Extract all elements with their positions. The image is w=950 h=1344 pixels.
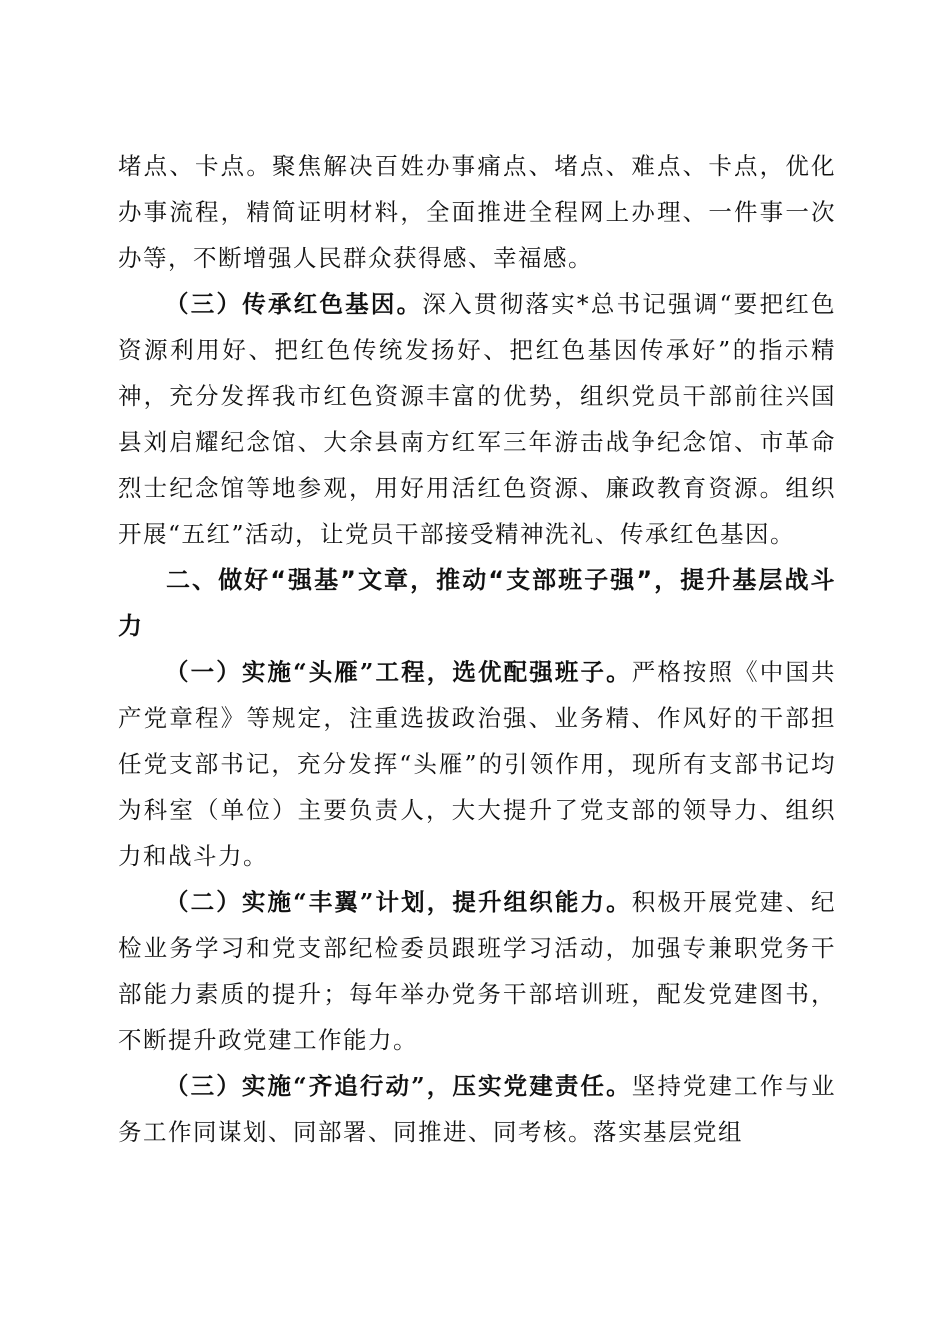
paragraph-text: 深入贯彻落实*总书记强调“要把红色资源利用好、把红色传统发扬好、把红色基因传承好”的指示精神，充分发挥我市红色资源丰富的优势，组织党员干部前往兴国县刘启耀纪念馆、大余县南方红军三年游击战争纪念馆、市革命烈士纪念馆等地参观，用好用活红色资源、廉政教育资源。组织开展“五红”活动，让党员干部接受精神洗礼、传承红色基因。 [118,290,837,548]
paragraph-lead: （一）实施“头雁”工程，选优配强班子。 [165,658,632,686]
paragraph-red-gene [118,281,836,557]
paragraph-text: 积极开展党建、纪检业务学习和党支部纪检委员跟班学习活动，加强专兼职党务干部能力素质的提升；每年举办党务干部培训班，配发党建图书，不断提升政党建工作能力。 [118,888,836,1054]
paragraph-wing-plan [118,879,836,1063]
section-heading: 二、做好“强基”文章，推动“支部班子强”，提升基层战斗力 [118,566,836,640]
paragraph-lead: （三）传承红色基因。 [165,290,423,318]
document-body [118,143,836,1155]
paragraph-head-goose [118,649,836,879]
paragraph-continuation [118,143,836,281]
paragraph-text: 严格按照《中国共产党章程》等规定，注重选拔政治强、业务精、作风好的干部担任党支部书记，充分发挥“头雁”的引领作用，现所有支部书记均为科室（单位）主要负责人，大大提升了党支部的领导力、组织力和战斗力。 [118,658,836,870]
paragraph-action [118,1063,836,1155]
paragraph-lead: （三）实施“齐追行动”，压实党建责任。 [165,1072,632,1100]
paragraph-text: 堵点、卡点。聚焦解决百姓办事痛点、堵点、难点、卡点，优化办事流程，精简证明材料，全面推进全程网上办理、一件事一次办等，不断增强人民群众获得感、幸福感。 [118,152,836,272]
paragraph-text: 坚持党建工作与业务工作同谋划、同部署、同推进、同考核。落实基层党组 [118,1072,836,1146]
paragraph-lead: （二）实施“丰翼”计划，提升组织能力。 [165,888,632,916]
